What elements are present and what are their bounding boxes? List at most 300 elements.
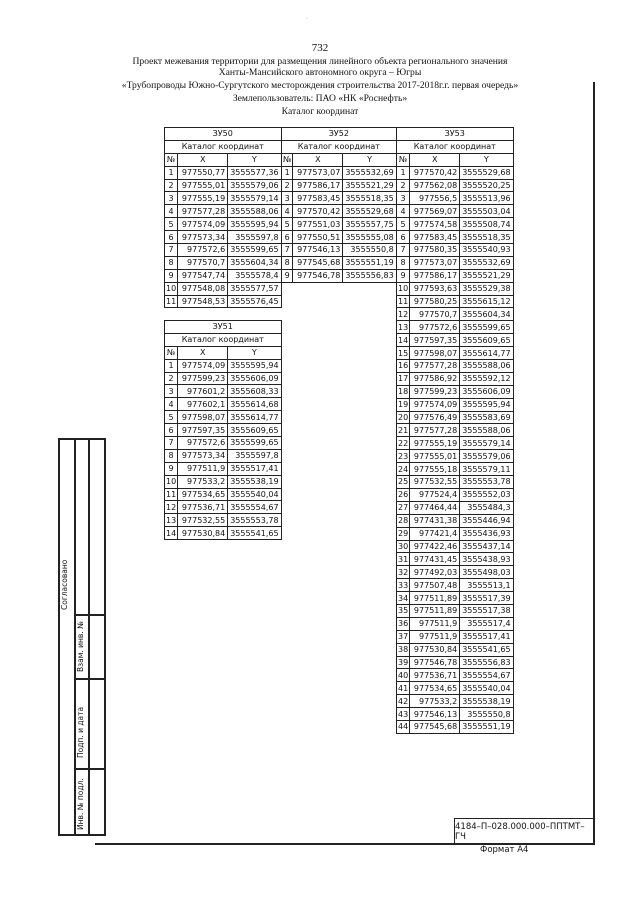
coord-y: 3555540,04 [460,682,513,695]
coord-y: 3555498,03 [460,566,513,579]
sidebar-sign-date-label: Подп. и дата [76,706,85,758]
point-number: 10 [166,284,177,294]
point-number: 20 [398,413,409,423]
table-row [397,411,514,424]
table-row [397,360,514,373]
table-row [397,205,514,218]
point-number: 2 [165,372,178,385]
coord-x: 977573,34 [178,231,228,244]
coord-y: 3555578,4 [228,269,281,282]
coord-y: 3555446,94 [460,514,513,527]
coord-x: 977583,45 [410,231,460,244]
catalog-label: Каталог координат [165,140,282,153]
table-row [397,514,514,527]
coord-y: 3555437,14 [460,540,513,553]
table-row [282,192,397,205]
point-number: 6 [282,231,293,244]
coord-x: 977570,7 [178,256,228,269]
coord-x: 977574,09 [410,398,460,411]
table-row [165,424,282,437]
point-number: 41 [398,683,409,693]
coord-x: 977507,48 [410,579,460,592]
point-number: 11 [166,297,177,307]
coord-y: 3555550,8 [343,244,396,257]
coord-x: 977598,07 [178,411,228,424]
coord-y: 3555551,19 [343,256,396,269]
page-number: 732 [311,42,329,54]
table-row [397,656,514,669]
coord-x: 977548,53 [178,295,228,308]
table-row [397,179,514,192]
table-row [397,720,514,733]
table-row [397,398,514,411]
catalog-label-row [165,140,282,153]
coord-y: 3555599,65 [228,437,281,450]
coord-y: 3555599,65 [228,244,281,257]
catalog-table-zu51 [164,320,282,540]
coord-y: 3555484,3 [460,501,513,514]
coord-x: 977534,65 [410,682,460,695]
coord-x: 977574,09 [178,218,228,231]
table-row [397,334,514,347]
col-header-number: № [165,153,178,166]
table-row [397,592,514,605]
table-row [282,205,397,218]
table-row [165,231,282,244]
coord-x: 977569,07 [410,205,460,218]
table-row [397,256,514,269]
table-row [397,321,514,334]
table-row [165,192,282,205]
coord-x: 977530,84 [178,527,228,540]
table-row [397,695,514,708]
table-row [397,708,514,721]
table-row [282,244,397,257]
scan-speck: · [306,16,308,22]
coord-y: 3555604,34 [228,256,281,269]
header-line-4: Землепользователь: ПАО «НК «Роснефть» [232,93,408,104]
coord-y: 3555595,94 [460,398,513,411]
point-number: 34 [398,593,409,603]
page-frame-right [593,82,595,844]
point-number: 1 [397,166,410,179]
col-header-x: X [410,153,460,166]
table-row [165,359,282,372]
coord-x: 977570,42 [410,166,460,179]
table-row [397,424,514,437]
coord-x: 977562,08 [410,179,460,192]
coord-x: 977586,17 [410,269,460,282]
table-row [165,462,282,475]
point-number: 32 [398,567,409,577]
coord-x: 977555,01 [410,450,460,463]
table-title: ЗУ50 [165,128,282,141]
point-number: 6 [397,231,410,244]
coord-y: 3555553,78 [460,476,513,489]
table-row [397,385,514,398]
coord-y: 3555553,78 [228,514,281,527]
coord-y: 3555550,8 [460,708,513,721]
sidebar-rule [74,678,106,680]
coord-y: 3555551,19 [460,720,513,733]
point-number: 29 [398,529,409,539]
table-title-row [397,128,514,141]
table-row [397,527,514,540]
coord-y: 3555517,41 [460,630,513,643]
point-number: 2 [282,179,293,192]
table-row [397,218,514,231]
sidebar-rule [74,614,106,616]
coord-x: 977532,55 [410,476,460,489]
point-number: 43 [398,709,409,719]
table-row [397,437,514,450]
point-number: 14 [398,335,409,345]
coord-y: 3555588,06 [460,360,513,373]
point-number: 26 [398,490,409,500]
table-row [397,450,514,463]
coord-y: 3555555,08 [343,231,396,244]
coord-y: 3555608,33 [228,385,281,398]
table-row [397,231,514,244]
table-row [165,437,282,450]
coord-y: 3555597,8 [228,231,281,244]
table-row [397,682,514,695]
table-row [165,269,282,282]
sidebar-rule [58,834,106,836]
point-number: 5 [282,218,293,231]
table-title-row [165,321,282,334]
point-number: 17 [398,374,409,384]
coord-y: 3555606,09 [460,385,513,398]
point-number: 8 [397,256,410,269]
table-title: ЗУ52 [282,128,397,141]
coord-y: 3555579,06 [228,179,281,192]
coord-y: 3555579,06 [460,450,513,463]
table-row [282,218,397,231]
coord-y: 3555579,11 [460,463,513,476]
point-number: 35 [398,606,409,616]
coord-y: 3555532,69 [460,256,513,269]
coord-x: 977597,35 [410,334,460,347]
table-row [397,166,514,179]
table-row [397,553,514,566]
coord-y: 3555538,19 [460,695,513,708]
coord-y: 3555556,83 [343,269,396,282]
coord-y: 3555513,96 [460,192,513,205]
coord-x: 977573,07 [410,256,460,269]
sidebar-divider [104,438,106,836]
coord-x: 977532,55 [178,514,228,527]
point-number: 5 [165,218,178,231]
coord-x: 977583,45 [293,192,343,205]
coord-x: 977598,07 [410,347,460,360]
coord-x: 977572,6 [410,321,460,334]
table-title: ЗУ53 [397,128,514,141]
table-row [165,501,282,514]
table-row [165,411,282,424]
point-number: 3 [165,385,178,398]
coord-y: 3555521,29 [343,179,396,192]
table-row [165,488,282,501]
catalog-label-row [165,333,282,346]
catalog-table-zu50 [164,127,282,308]
point-number: 15 [398,348,409,358]
coord-y: 3555609,65 [460,334,513,347]
coord-y: 3555438,93 [460,553,513,566]
coord-x: 977546,13 [410,708,460,721]
coord-x: 977550,51 [293,231,343,244]
col-header-x: X [178,153,228,166]
coord-y: 3555436,93 [460,527,513,540]
sidebar-divider [88,438,90,836]
point-number: 3 [397,192,410,205]
coord-y: 3555577,57 [228,282,281,295]
coord-y: 3555520,25 [460,179,513,192]
table-row [165,514,282,527]
col-header-number: № [283,155,292,165]
sidebar-agreed-label: Согласовано [60,559,69,610]
coord-y: 3555517,41 [228,462,281,475]
coord-y: 3555588,06 [228,205,281,218]
coord-x: 977556,5 [410,192,460,205]
col-header-y: Y [228,153,281,166]
header-line-3: «Трубопроводы Южно-Сургутского месторождения строительства 2017-2018г.г. первая очередь» [121,80,519,91]
table-row [165,385,282,398]
coord-x: 977602,1 [178,398,228,411]
table-row [165,372,282,385]
coord-x: 977597,35 [178,424,228,437]
coord-x: 977511,9 [410,630,460,643]
point-number: 9 [397,269,410,282]
point-number: 13 [166,515,177,525]
coord-y: 3555554,67 [228,501,281,514]
catalog-label-row [397,140,514,153]
coord-x: 977511,89 [410,604,460,617]
coord-x: 977586,92 [410,372,460,385]
table-row [282,166,397,179]
table-title-row [282,128,397,141]
table-row [165,205,282,218]
coord-y: 3555518,35 [460,231,513,244]
coord-x: 977524,4 [410,488,460,501]
approval-sidebar [58,438,106,836]
point-number: 4 [397,205,410,218]
table-row [165,179,282,192]
table-row [397,476,514,489]
point-number: 28 [398,516,409,526]
point-number: 14 [166,528,177,538]
coord-x: 977431,45 [410,553,460,566]
coord-y: 3555595,94 [228,359,281,372]
coord-x: 977555,18 [410,463,460,476]
table-row [397,192,514,205]
table-title-row [165,128,282,141]
coord-y: 3555556,83 [460,656,513,669]
point-number: 1 [282,166,293,179]
table-row [397,244,514,257]
table-row [397,463,514,476]
coord-x: 977573,34 [178,449,228,462]
column-header-row [165,153,282,166]
point-number: 9 [165,462,178,475]
coord-x: 977511,89 [410,592,460,605]
coord-x: 977545,68 [410,720,460,733]
coord-y: 3555577,36 [228,166,281,179]
table-row [397,282,514,295]
coord-x: 977555,19 [178,192,228,205]
catalog-label: Каталог координат [397,140,514,153]
coord-x: 977599,23 [410,385,460,398]
table-row [397,308,514,321]
coord-y: 3555604,34 [460,308,513,321]
table-row [397,540,514,553]
point-number: 33 [398,580,409,590]
point-number: 36 [398,619,409,629]
catalog-label: Каталог координат [282,140,397,153]
point-number: 8 [282,256,293,269]
coord-x: 977545,68 [293,256,343,269]
point-number: 24 [398,464,409,474]
table-row [165,475,282,488]
coord-y: 3555592,12 [460,372,513,385]
coord-y: 3555532,69 [343,166,396,179]
table-row [282,256,397,269]
coord-y: 3555579,14 [460,437,513,450]
point-number: 18 [398,387,409,397]
coord-y: 3555529,68 [460,166,513,179]
column-header-row [282,153,397,166]
point-number: 16 [398,361,409,371]
coord-y: 3555513,1 [460,579,513,592]
coord-x: 977572,6 [178,244,228,257]
coord-y: 3555517,4 [460,617,513,630]
point-number: 8 [165,256,178,269]
coord-x: 977555,01 [178,179,228,192]
col-header-y: Y [343,153,396,166]
coord-x: 977511,9 [178,462,228,475]
table-row [397,630,514,643]
coord-y: 3555517,39 [460,592,513,605]
point-number: 9 [165,269,178,282]
table-row [397,488,514,501]
point-number: 23 [398,451,409,461]
coord-y: 3555541,65 [228,527,281,540]
table-row [397,579,514,592]
point-number: 40 [398,670,409,680]
table-row [165,527,282,540]
sidebar-rule [74,768,106,770]
coord-x: 977550,77 [178,166,228,179]
coord-x: 977577,28 [410,360,460,373]
coord-x: 977431,38 [410,514,460,527]
point-number: 7 [165,437,178,450]
point-number: 7 [282,244,293,257]
coord-x: 977574,09 [178,359,228,372]
sidebar-inv-replace-label: Взам. инв. № [76,621,85,672]
catalog-label: Каталог координат [165,333,282,346]
point-number: 1 [165,359,178,372]
page-format-label: Формат А4 [480,845,529,855]
table-row [397,295,514,308]
coord-x: 977464,44 [410,501,460,514]
coord-x: 977573,07 [293,166,343,179]
coord-y: 3555552,03 [460,488,513,501]
coord-y: 3555503,04 [460,205,513,218]
table-row [397,566,514,579]
table-row [165,449,282,462]
table-row [397,501,514,514]
coord-x: 977422,46 [410,540,460,553]
coord-y: 3555599,65 [460,321,513,334]
coord-y: 3555614,77 [228,411,281,424]
coord-x: 977536,71 [178,501,228,514]
coord-x: 977593,63 [410,282,460,295]
coord-x: 977534,65 [178,488,228,501]
table-row [397,372,514,385]
table-row [397,643,514,656]
point-number: 4 [282,205,293,218]
coord-y: 3555554,67 [460,669,513,682]
coord-y: 3555557,75 [343,218,396,231]
table-row [165,295,282,308]
table-row [397,604,514,617]
coord-x: 977572,6 [178,437,228,450]
point-number: 25 [398,477,409,487]
table-row [165,244,282,257]
coord-y: 3555588,06 [460,424,513,437]
coord-y: 3555529,68 [343,205,396,218]
point-number: 1 [165,166,178,179]
coord-x: 977599,23 [178,372,228,385]
table-title: ЗУ51 [165,321,282,334]
point-number: 4 [165,398,178,411]
column-header-row [397,153,514,166]
coord-x: 977577,28 [410,424,460,437]
point-number: 19 [398,400,409,410]
point-number: 2 [165,179,178,192]
col-header-x: X [178,346,228,359]
coord-x: 977492,03 [410,566,460,579]
coord-x: 977530,84 [410,643,460,656]
coord-y: 3555614,77 [460,347,513,360]
column-header-row [165,346,282,359]
coord-x: 977601,2 [178,385,228,398]
table-row [165,218,282,231]
table-row [397,617,514,630]
point-number: 11 [166,490,177,500]
col-header-y: Y [460,153,513,166]
point-number: 12 [166,502,177,512]
catalog-label-row [282,140,397,153]
coord-y: 3555614,68 [228,398,281,411]
point-number: 27 [398,503,409,513]
point-number: 10 [398,284,409,294]
catalog-table-zu53 [396,127,514,734]
point-number: 3 [165,192,178,205]
coord-y: 3555597,8 [228,449,281,462]
coord-y: 3555541,65 [460,643,513,656]
coord-x: 977536,71 [410,669,460,682]
coord-x: 977586,17 [293,179,343,192]
table-row [165,256,282,269]
coord-y: 3555540,04 [228,488,281,501]
coord-y: 3555595,94 [228,218,281,231]
col-header-y: Y [228,346,281,359]
coord-x: 977577,28 [178,205,228,218]
table-row [282,179,397,192]
point-number: 5 [165,411,178,424]
point-number: 9 [282,269,293,282]
